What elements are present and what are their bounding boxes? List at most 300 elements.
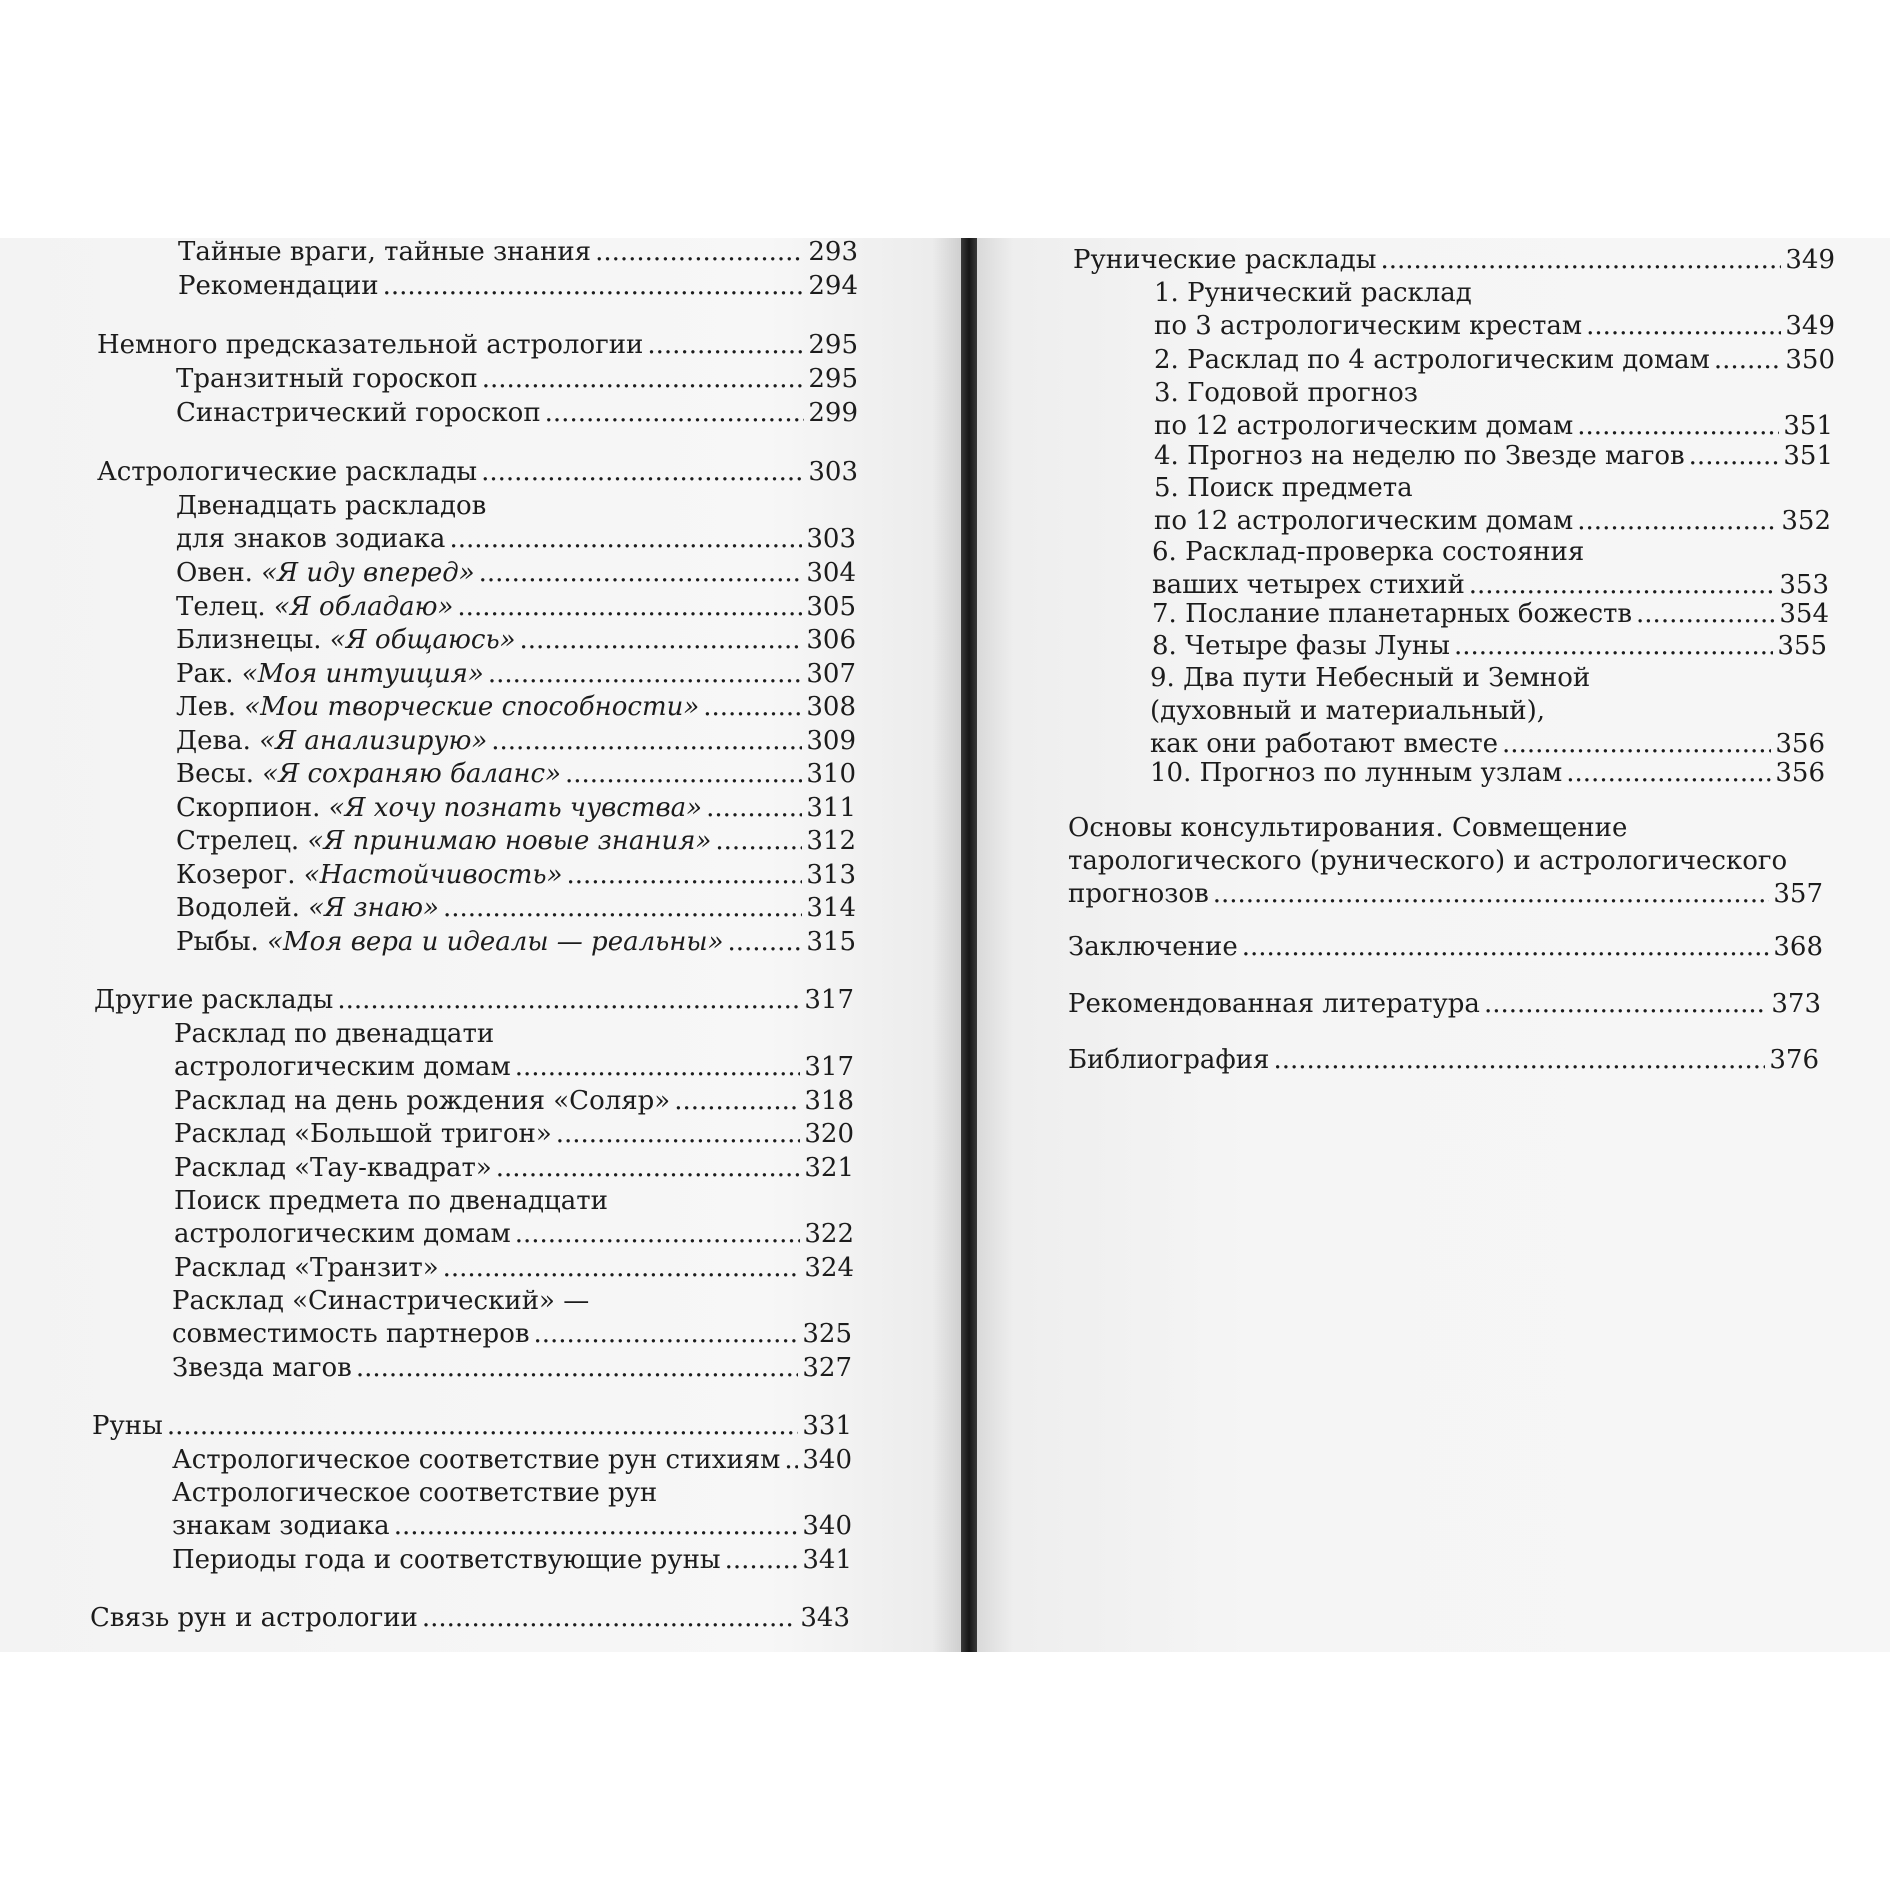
toc-entry-title-text: астрологическим домам [174,1219,511,1249]
toc-page-number: 294 [808,271,858,301]
toc-entry [176,758,856,791]
toc-dot-leader [394,1510,799,1543]
toc-page-number: 303 [806,524,856,554]
toc-entry-row [172,1352,852,1385]
toc-entry-title-text: Расклад «Тау-квадрат» [174,1153,492,1183]
toc-entry-title [172,1544,721,1577]
toc-entry [1068,1044,1819,1077]
toc-page-number: 351 [1783,441,1833,471]
toc-dot-leader [443,892,802,925]
toc-dot-leader [715,825,802,858]
toc-entry [174,1152,854,1185]
toc-page-number: 321 [804,1153,854,1183]
toc-entry-title-text: Астрологические расклады [97,457,478,487]
toc-entry-title-text: астрологическим домам [174,1052,511,1082]
toc-page-number: 314 [806,893,856,923]
toc-entry-title [174,1252,439,1285]
toc-entry-title [174,1085,670,1118]
toc-entry-row [176,892,856,925]
toc-page-number: 373 [1771,989,1821,1019]
toc-entry [176,490,856,556]
toc-entry-title-text: знакам зодиака [172,1511,390,1541]
toc-entry [174,1085,854,1118]
toc-entry-title-line: Расклад по двенадцати [174,1019,495,1049]
toc-entry-title [97,456,477,489]
toc-dot-leader [728,926,803,959]
toc-entry [1154,377,1833,443]
toc-page-number: 354 [1779,599,1829,629]
toc-entry-row [174,1152,854,1185]
toc-entry-row [172,1510,852,1543]
toc-page-number: 306 [806,625,856,655]
toc-entry-title [1152,598,1632,631]
toc-entry-title-line: Двенадцать раскладов [176,491,487,521]
toc-entry-italic-title: «Моя вера и идеалы — реальны» [267,927,724,957]
toc-page-number: 331 [802,1411,852,1441]
toc-entry [174,1185,854,1251]
toc-entry [176,397,858,430]
toc-entry-title-text: Стрелец. [176,826,308,856]
toc-dot-leader [488,658,803,691]
toc-entry-italic-title: «Я принимаю новые знания» [307,826,712,856]
toc-entry-row [92,1410,852,1443]
toc-entry-row [172,1444,852,1477]
toc-entry-row [176,523,856,556]
toc-page-number: 349 [1785,311,1835,341]
toc-entry-title [176,792,702,825]
toc-page-number: 318 [804,1086,854,1116]
toc-entry-row [174,1252,854,1285]
toc-entry [90,1602,850,1635]
toc-entry-row [90,1602,850,1635]
toc-entry-title-text: Библиография [1068,1045,1270,1075]
toc-entry-row [176,397,858,430]
toc-entry [176,557,856,590]
toc-entry-row [176,691,856,724]
toc-entry-title [1150,757,1562,790]
toc-dot-leader [595,236,804,269]
toc-entry [92,1410,852,1443]
toc-entry [94,984,854,1017]
toc-entry-title-text: Рунические расклады [1073,245,1377,275]
toc-entry-title [176,658,484,691]
toc-entry-title-line: Расклад «Синастрический» — [172,1286,590,1316]
toc-entry-title [176,523,445,556]
toc-entry-italic-title: «Я анализирую» [259,726,488,756]
toc-entry-title-text: Заключение [1068,932,1238,962]
toc-dot-leader [1273,1044,1765,1077]
toc-entry-title-text: 7. Послание планетарных божеств [1152,599,1633,629]
toc-entry [1068,812,1823,911]
toc-entry-row [174,1085,854,1118]
toc-entry-title [1154,344,1710,377]
toc-page-number: 349 [1785,245,1835,275]
toc-page-number: 322 [804,1219,854,1249]
toc-dot-leader [725,1544,799,1577]
toc-entry-title-text: по 12 астрологическим домам [1154,411,1574,441]
toc-entry-title [176,624,516,657]
toc-dot-leader [449,523,802,556]
toc-page-number: 368 [1773,932,1823,962]
toc-dot-leader [356,1352,799,1385]
toc-entry-title [174,1118,552,1151]
toc-entry-row [1154,505,1831,538]
toc-entry [176,792,856,825]
toc-dot-leader [566,859,802,892]
toc-entry-title-line: Астрологическое соответствие рун [172,1478,658,1508]
toc-page-number: 352 [1781,506,1831,536]
toc-dot-leader [479,557,803,590]
toc-entry-italic-title: «Я хочу познать чувства» [328,793,703,823]
toc-page-number: 320 [804,1119,854,1149]
toc-page-number: 317 [804,1052,854,1082]
toc-dot-leader [515,1218,801,1251]
toc-dot-leader [784,1444,798,1477]
toc-dot-leader [496,1152,801,1185]
toc-entry-title [94,984,333,1017]
toc-entry-title-text: по 12 астрологическим домам [1154,506,1574,536]
toc-entry-title [176,363,478,396]
toc-entry-row [176,557,856,590]
toc-entry-title [1154,410,1573,443]
toc-entry-title [1068,988,1480,1021]
toc-entry-row [97,329,858,362]
toc-entry-italic-title: «Я иду вперед» [261,558,475,588]
toc-entry-title [178,270,379,303]
toc-entry-title-text: Водолей. [176,893,309,923]
toc-entry-title-text: Рекомендованная литература [1068,989,1480,1019]
toc-dot-leader [674,1085,800,1118]
toc-entry-title [97,329,643,362]
toc-entry-title-text: Телец. [176,592,274,622]
toc-entry [176,859,856,892]
toc-entry [1152,536,1829,602]
toc-dot-leader [706,792,802,825]
toc-entry-row [176,624,856,657]
toc-entry-title-line: 1. Рунический расклад [1154,278,1472,308]
toc-dot-leader [443,1252,801,1285]
toc-entry [1154,277,1835,343]
toc-entry [1152,630,1827,663]
toc-entry-row [176,859,856,892]
toc-dot-leader [337,984,800,1017]
toc-dot-leader [457,591,802,624]
toc-page-number: 356 [1775,758,1825,788]
toc-entry-title-text: Расклад «Транзит» [174,1253,439,1283]
toc-page-number: 312 [806,826,856,856]
toc-dot-leader [1689,440,1780,473]
toc-entry-row [174,1051,854,1084]
toc-entry-title [174,1051,511,1084]
toc-entry [176,624,856,657]
toc-page-number: 308 [806,692,856,722]
toc-entry-italic-title: «Я обладаю» [273,592,454,622]
toc-entry-title [172,1352,352,1385]
toc-entry-title-text: 8. Четыре фазы Луны [1152,631,1450,661]
toc-entry-title [1068,931,1238,964]
toc-dot-leader [1577,505,1777,538]
toc-entry-title [176,691,699,724]
toc-page-number: 343 [800,1603,850,1633]
toc-entry [174,1018,854,1084]
toc-entry-title [172,1318,530,1351]
toc-entry-title [178,236,591,269]
toc-entry-row [176,758,856,791]
toc-entry-title-text: Рак. [176,659,242,689]
toc-page-number: 299 [808,398,858,428]
toc-entry-row [176,825,856,858]
toc-entry-row [178,236,858,269]
toc-entry-title [1068,878,1209,911]
toc-dot-leader [1213,878,1770,911]
toc-entry-title-text: как они работают вместе [1150,729,1499,759]
toc-dot-leader [556,1118,801,1151]
toc-entry [176,926,856,959]
toc-entry-title-text: Тайные враги, тайные знания [178,237,592,267]
toc-page-number: 310 [806,759,856,789]
toc-entry-title-line: тарологического (рунического) и астрологического [1068,846,1788,876]
toc-entry [97,456,858,489]
toc-page-number: 295 [808,364,858,394]
toc-entry-italic-title: «Я знаю» [308,893,439,923]
toc-entry-row [172,1544,852,1577]
toc-entry-title [176,825,711,858]
toc-entry-title-text: Рыбы. [176,927,268,957]
toc-page-number: 311 [806,793,856,823]
toc-entry-title [172,1444,780,1477]
toc-entry-title [176,859,562,892]
toc-page-number: 353 [1779,570,1829,600]
toc-entry-row [172,1318,852,1351]
toc-entry-title-text: Расклад на день рождения «Соляр» [174,1086,671,1116]
toc-dot-leader [491,725,802,758]
toc-entry-title [174,1218,511,1251]
toc-entry-italic-title: «Мои творческие способности» [244,692,700,722]
toc-entry-title [92,1410,163,1443]
toc-entry-row [1150,757,1825,790]
toc-entry-title [1154,310,1582,343]
toc-entry-row [1068,1044,1819,1077]
toc-entry-title-text: ваших четырех стихий [1152,570,1465,600]
toc-dot-leader [1566,757,1771,790]
toc-dot-leader [1586,310,1781,343]
toc-entry-italic-title: «Настойчивость» [303,860,563,890]
toc-entry-title-text: Звезда магов [172,1353,352,1383]
toc-entry-row [1154,440,1833,473]
toc-entry-row [1152,598,1829,631]
toc-dot-leader [1381,244,1782,277]
toc-dot-leader [1454,630,1773,663]
toc-page-number: 350 [1785,345,1835,375]
toc-entry [174,1252,854,1285]
toc-entry-title-text: 2. Расклад по 4 астрологическим домам [1154,345,1710,375]
toc-entry-title [176,591,453,624]
toc-page-number: 341 [802,1545,852,1575]
toc-entry [172,1544,852,1577]
toc-dot-leader [520,624,803,657]
toc-page-number: 327 [802,1353,852,1383]
toc-entry-row [1154,410,1833,443]
toc-entry [178,270,858,303]
toc-entry-title [1154,440,1685,473]
toc-entry-title-line: 5. Поиск предмета [1154,473,1413,503]
toc-entry-title-text: Расклад «Большой тригон» [174,1119,552,1149]
toc-entry-title [176,926,724,959]
toc-dot-leader [545,397,805,430]
toc-entry-italic-title: «Я общаюсь» [329,625,516,655]
toc-entry-title [176,397,541,430]
toc-dot-leader [565,758,802,791]
toc-entry [97,329,858,362]
toc-entry-row [174,1218,854,1251]
toc-dot-leader [1484,988,1767,1021]
toc-entry-title-text: 4. Прогноз на неделю по Звезде магов [1154,441,1685,471]
toc-entry [1150,757,1825,790]
toc-entry-title-text: 10. Прогноз по лунным узлам [1150,758,1563,788]
toc-entry-row [1154,310,1835,343]
toc-entry [1073,244,1835,277]
toc-entry-title [176,557,475,590]
toc-entry-title-text: Другие расклады [94,985,334,1015]
toc-page-number: 356 [1775,729,1825,759]
toc-page-number: 340 [802,1445,852,1475]
toc-entry [1068,988,1821,1021]
toc-entry-title-text: Лев. [176,692,245,722]
toc-dot-leader [515,1051,801,1084]
toc-dot-leader [1577,410,1779,443]
toc-entry-row [1152,630,1827,663]
toc-entry-title-text: Периоды года и соответствующие руны [172,1545,721,1575]
toc-entry-row [176,658,856,691]
toc-page-number: 325 [802,1319,852,1349]
toc-entry [176,658,856,691]
toc-entry [172,1477,852,1543]
toc-page-number: 355 [1777,631,1827,661]
toc-entry-title-line: Поиск предмета по двенадцати [174,1186,608,1216]
toc-entry-title-line: 3. Годовой прогноз [1154,378,1418,408]
toc-entry-row [1068,931,1823,964]
toc-entry [1150,662,1825,761]
toc-page-number: 303 [808,457,858,487]
toc-entry-title-text: Весы. [176,759,263,789]
toc-entry [176,725,856,758]
toc-entry [172,1285,852,1351]
toc-page-number: 309 [806,726,856,756]
toc-page-number: 340 [802,1511,852,1541]
toc-page-number: 317 [804,985,854,1015]
toc-dot-leader [534,1318,799,1351]
toc-page-number: 315 [806,927,856,957]
toc-entry-title [90,1602,418,1635]
toc-entry-row [97,456,858,489]
toc-entry-row [176,725,856,758]
toc-entry [176,691,856,724]
toc-dot-leader [647,329,804,362]
toc-entry [1154,344,1835,377]
toc-entry-row [176,926,856,959]
toc-entry [1152,598,1829,631]
toc-entry-title-text: Немного предсказательной астрологии [97,330,644,360]
toc-entry [174,1118,854,1151]
toc-dot-leader [383,270,805,303]
toc-entry-row [176,591,856,624]
toc-entry-title [1154,505,1573,538]
toc-entry-title-line: 9. Два пути Небесный и Земной [1150,663,1591,693]
toc-entry [1154,440,1833,473]
toc-entry-italic-title: «Я сохраняю баланс» [262,759,561,789]
toc-entry-title [172,1510,390,1543]
toc-entry-row [176,363,858,396]
toc-entry-title-text: Синастрический гороскоп [176,398,541,428]
toc-entry-row [174,1118,854,1151]
toc-dot-leader [481,456,804,489]
toc-dot-leader [167,1410,799,1443]
toc-dot-leader [422,1602,797,1635]
toc-entry-title-text: по 3 астрологическим крестам [1154,311,1583,341]
toc-entry-row [1073,244,1835,277]
toc-entry [172,1444,852,1477]
toc-entry-title-text: Дева. [176,726,260,756]
toc-page-number: 376 [1769,1045,1819,1075]
toc-entry-title-text: Козерог. [176,860,304,890]
toc-page-number: 357 [1773,879,1823,909]
toc-entry-title-text: Связь рун и астрологии [90,1603,418,1633]
toc-entry [176,591,856,624]
toc-entry-row [94,984,854,1017]
toc-entry-row [176,792,856,825]
toc-entry-title [1152,630,1450,663]
toc-dot-leader [1636,598,1775,631]
toc-entry-title [1073,244,1377,277]
toc-entry-row [1068,878,1823,911]
toc-entry [176,363,858,396]
toc-page-number: 293 [808,237,858,267]
toc-entry-title-text: Астрологическое соответствие рун стихиям [172,1445,781,1475]
toc-dot-leader [703,691,802,724]
toc-entry-title-line: (духовный и материальный), [1150,696,1546,726]
toc-entry [1154,472,1831,538]
toc-entry [176,892,856,925]
toc-entry-title-text: Рекомендации [178,271,379,301]
toc-entry [176,825,856,858]
toc-dot-leader [1242,931,1770,964]
toc-entry [178,236,858,269]
toc-dot-leader [1714,344,1781,377]
toc-entry-title-text: Транзитный гороскоп [176,364,478,394]
toc-entry [172,1352,852,1385]
toc-page-number: 313 [806,860,856,890]
toc-dot-leader [482,363,805,396]
toc-entry-row [1068,988,1821,1021]
toc-entry-title [174,1152,492,1185]
toc-page-number: 295 [808,330,858,360]
toc-entry-row [1154,344,1835,377]
toc-page-number: 324 [804,1253,854,1283]
toc-entry-title [176,758,561,791]
toc-entry-row [178,270,858,303]
toc-entry-title [176,725,487,758]
toc-entry-title-text: Овен. [176,558,262,588]
book-spine [961,238,977,1652]
toc-page-number: 351 [1783,411,1833,441]
toc-entry-title [1068,1044,1269,1077]
toc-entry-title [176,892,439,925]
toc-entry-title-text: для знаков зодиака [176,524,446,554]
toc-entry-title-text: Скорпион. [176,793,329,823]
toc-entry [1068,931,1823,964]
toc-entry-italic-title: «Моя интуиция» [241,659,484,689]
toc-page-number: 307 [806,659,856,689]
